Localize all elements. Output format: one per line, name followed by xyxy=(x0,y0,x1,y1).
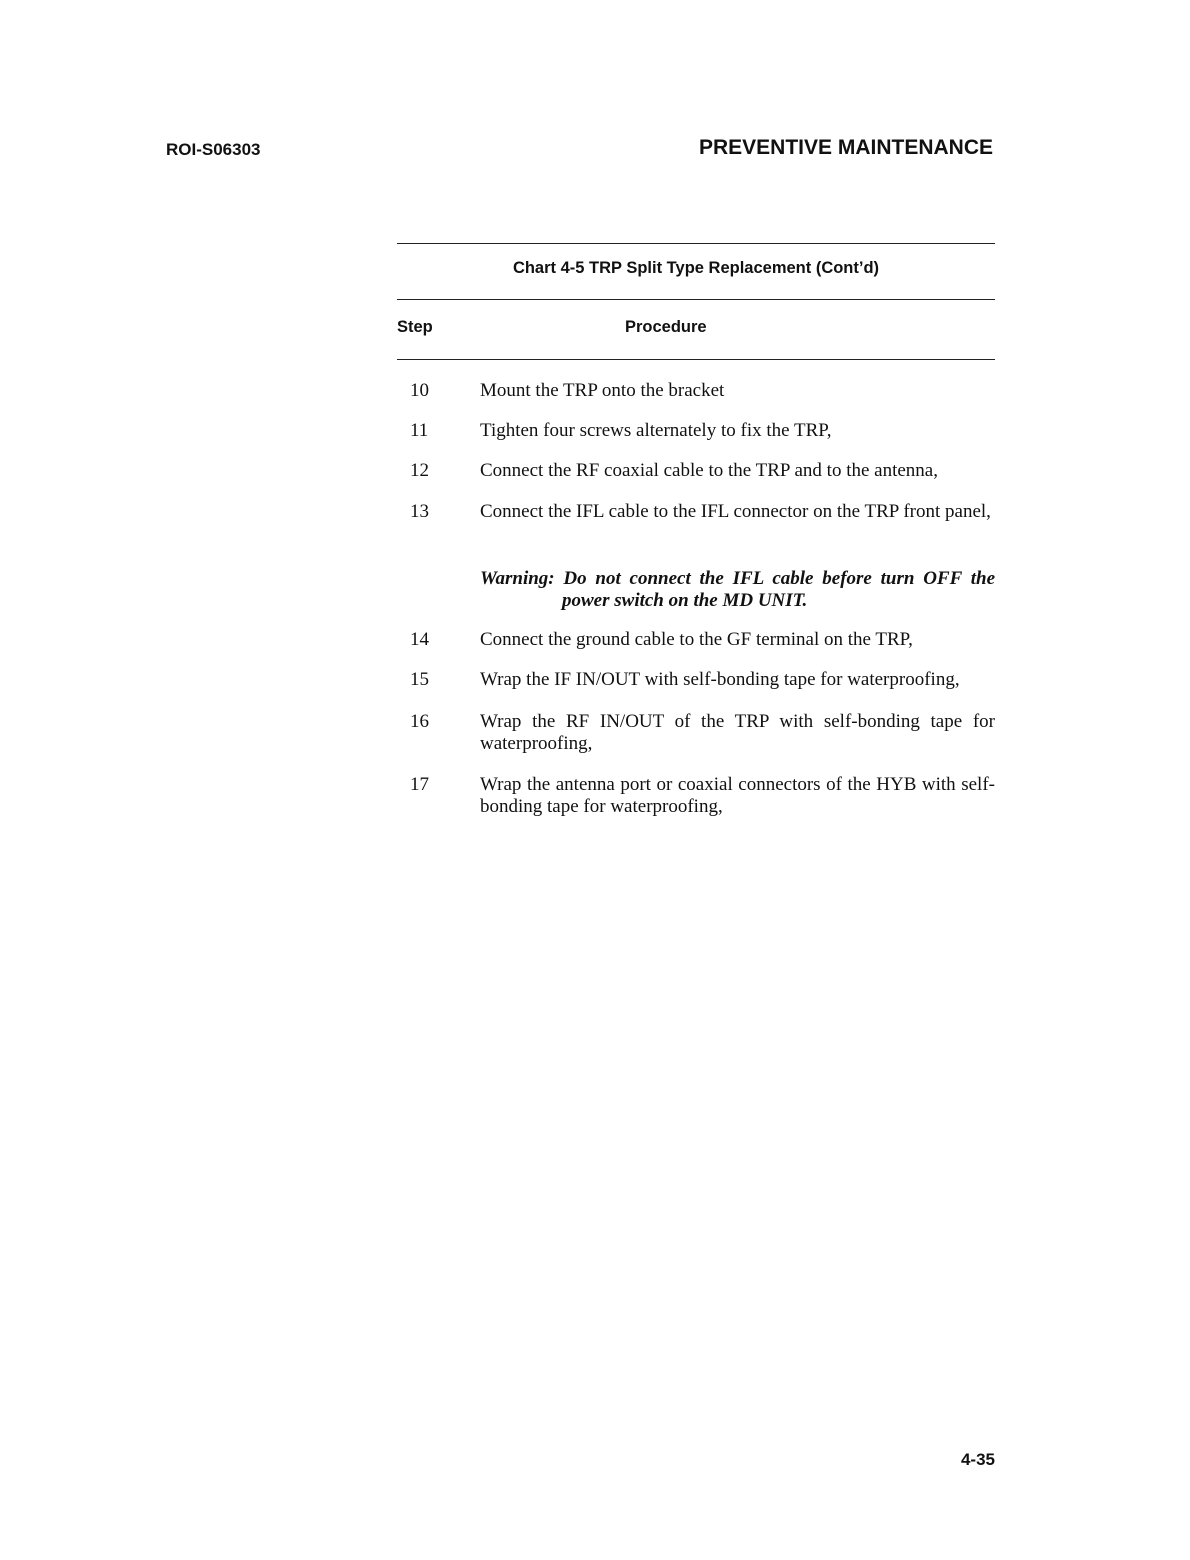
step-number: 15 xyxy=(410,669,429,690)
step-text: Wrap the antenna port or coaxial connectors of the HYB with self-bonding tape for waterproofing, xyxy=(480,774,995,817)
warning-line-2: power switch on the MD UNIT. xyxy=(562,590,808,611)
step-text: Wrap the RF IN/OUT of the TRP with self-bonding tape for waterproofing, xyxy=(480,711,995,754)
step-number: 11 xyxy=(410,420,429,441)
document-id: ROI-S06303 xyxy=(166,140,261,159)
step-text: Mount the TRP onto the bracket xyxy=(480,380,725,401)
step-number: 17 xyxy=(410,774,429,795)
step-number: 16 xyxy=(410,711,429,732)
step-text: Tighten four screws alternately to fix the TRP, xyxy=(480,420,832,441)
step-number: 13 xyxy=(410,501,429,522)
step-number: 14 xyxy=(410,629,429,650)
top-rule xyxy=(397,243,995,244)
column-header-step: Step xyxy=(397,318,433,336)
section-title: PREVENTIVE MAINTENANCE xyxy=(698,136,993,159)
chart-title: Chart 4-5 TRP Split Type Replacement (Cont’d) xyxy=(512,259,880,277)
page-number: 4-35 xyxy=(960,1450,995,1469)
step-text: Connect the IFL cable to the IFL connector on the TRP front panel, xyxy=(480,501,991,522)
step-number: 10 xyxy=(410,380,429,401)
header-bottom-rule xyxy=(397,359,995,360)
step-text: Wrap the IF IN/OUT with self-bonding tape for waterproofing, xyxy=(480,669,960,690)
warning-line-1: Warning: Do not connect the IFL cable before turn OFF the xyxy=(480,568,995,589)
step-number: 12 xyxy=(410,460,429,481)
header-top-rule xyxy=(397,299,995,300)
step-text: Connect the RF coaxial cable to the TRP and to the antenna, xyxy=(480,460,938,481)
column-header-procedure: Procedure xyxy=(625,318,707,336)
warning-note xyxy=(480,568,995,612)
step-text: Connect the ground cable to the GF terminal on the TRP, xyxy=(480,629,913,650)
